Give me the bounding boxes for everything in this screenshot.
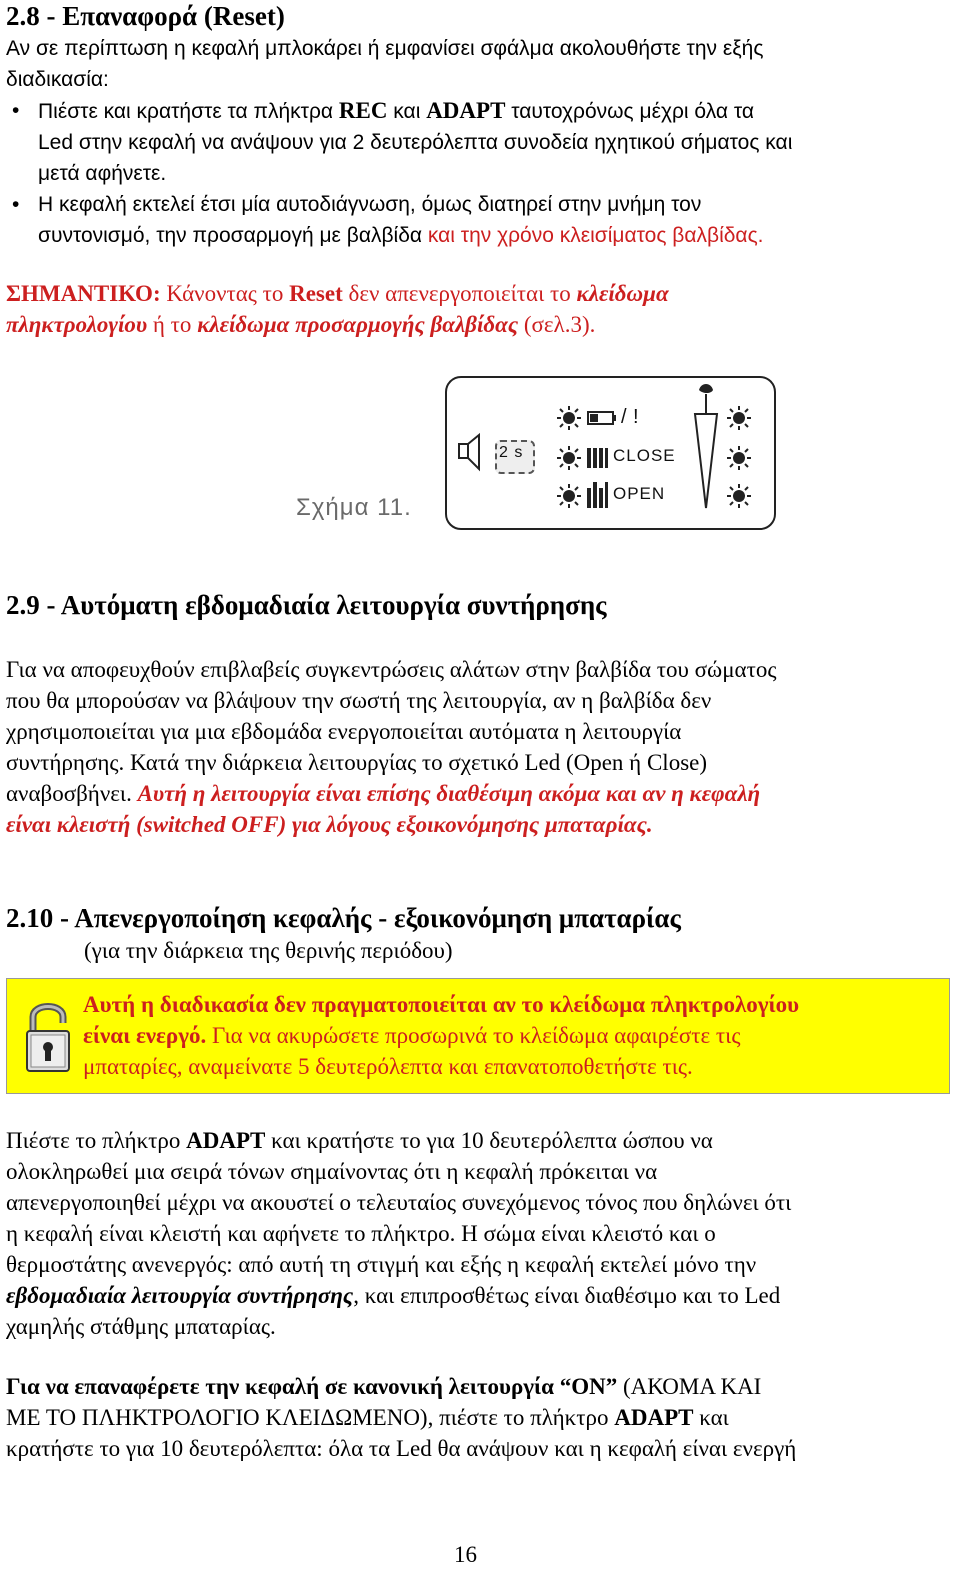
p1-line-6: εβδομαδιαία λειτουργία συντήρησης, και επιπροσθέτως είναι διαθέσιμο και το Led xyxy=(6,1283,781,1308)
lock-bar-glyph: ! xyxy=(633,406,640,428)
led-sun-right-1 xyxy=(727,406,751,435)
warning-line-3: μπαταρίες, αναμείνατε 5 δευτερόλεπτα και επανατοποθετήστε τις. xyxy=(83,1054,693,1079)
important-note xyxy=(6,278,946,340)
section-2-10-paragraph-1 xyxy=(6,1125,951,1342)
figure-caption: Σχήμα 11. xyxy=(296,494,412,521)
warning-line-2: είναι ενεργό. Για να ακυρώσετε προσωρινά το κλείδωμα αφαιρέστε τις xyxy=(83,1023,741,1048)
led-sun-left-3 xyxy=(557,484,581,513)
section-2-10-heading: 2.10 - Απενεργοποίηση κεφαλής - εξοικονόμηση μπαταρίας xyxy=(6,903,681,933)
lcd-display-figure xyxy=(445,376,776,530)
p1-line-4: η κεφαλή είναι κλειστή και αφήνετε το πλήκτρο. Η σώμα είναι κλειστό και ο xyxy=(6,1221,716,1246)
section-2-9-body xyxy=(6,654,951,840)
bullet-list xyxy=(6,95,946,251)
bullet-1-line-3: μετά αφήνετε. xyxy=(38,162,167,185)
intro-line-2: διαδικασία: xyxy=(6,68,109,91)
open-label: OPEN xyxy=(613,484,666,503)
valve-open-icon xyxy=(587,482,609,508)
warning-line-1: Αυτή η διαδικασία δεν πραγματοποιείται αν το κλείδωμα πληκτρολογίου xyxy=(83,992,800,1017)
lock-slash-glyph: / xyxy=(621,406,628,428)
section-2-9-heading: 2.9 - Αυτόματη εβδομαδιαία λειτουργία συντήρησης xyxy=(6,590,607,620)
bullet-1-line-1: Πιέστε και κρατήστε τα πλήκτρα REC και ADAPT ταυτοχρόνως μέχρι όλα τα xyxy=(38,98,754,123)
bullet-dot: • xyxy=(12,193,20,216)
led-sun-right-3 xyxy=(727,484,751,513)
s29-line-3: χρησιμοποιείται για μια εβδομάδα ενεργοποιείται αυτόματα η λειτουργία xyxy=(6,719,682,744)
s29-line-1: Για να αποφευχθούν επιβλαβείς συγκεντρώσεις αλάτων στην βαλβίδα του σώματος xyxy=(6,657,777,682)
p2-line-2: ΜΕ ΤΟ ΠΛΗΚΤΡΟΛΟΓΙΟ ΚΛΕΙΔΩΜΕΝΟ), πιέστε το πλήκτρο ADAPT και xyxy=(6,1405,729,1430)
page-number: 16 xyxy=(454,1542,477,1567)
intro-line-1: Αν σε περίπτωση η κεφαλή μπλοκάρει ή εμφανίσει σφάλμα ακολουθήστε την εξής xyxy=(6,37,764,60)
bullet-2-line-2: συντονισμό, την προσαρμογή με βαλβίδα και την χρόνο κλεισίματος βαλβίδας. xyxy=(38,224,764,247)
p1-line-7: χαμηλής στάθμης μπαταρίας. xyxy=(6,1314,276,1339)
s29-line-5: αναβοσβήνει. Αυτή η λειτουργία είναι επίσης διαθέσιμη ακόμα και αν η κεφαλή xyxy=(6,781,761,806)
close-label: CLOSE xyxy=(613,446,676,465)
bullet-2-line-1: Η κεφαλή εκτελεί έτσι μία αυτοδιάγνωση, όμως διατηρεί στην μνήμη τον xyxy=(38,193,702,216)
note-line-2: πληκτρολογίου ή το κλείδωμα προσαρμογής βαλβίδας (σελ.3). xyxy=(6,312,596,337)
speaker-icon xyxy=(455,430,497,474)
p1-line-3: απενεργοποιηθεί μέχρι να ακουστεί ο τελευταίος συνεχόμενος τόνος που δηλώνει ότι xyxy=(6,1190,792,1215)
section-2-8-heading: 2.8 - Επαναφορά (Reset) xyxy=(6,1,285,31)
keypad-lock-warning xyxy=(6,978,950,1094)
padlock-open-icon xyxy=(23,995,79,1075)
p2-line-1: Για να επαναφέρετε την κεφαλή σε κανονική λειτουργία “ON” (ΑΚΟΜΑ ΚΑΙ xyxy=(6,1374,762,1399)
led-sun-left-1 xyxy=(557,406,581,435)
p1-line-5: θερμοστάτης ανενεργός: από αυτή τη στιγμή και εξής η κεφαλή εκτελεί μόνο την xyxy=(6,1252,757,1277)
bullet-dot: • xyxy=(12,99,20,122)
led-sun-left-2 xyxy=(557,446,581,475)
section-2-8-intro xyxy=(6,33,946,95)
p2-line-3: κρατήστε το για 10 δευτερόλεπτα: όλα τα Led θα ανάψουν και η κεφαλή είναι ενεργή xyxy=(6,1436,797,1461)
s29-line-6: είναι κλειστή (switched OFF) για λόγους εξοικονόμησης μπαταρίας. xyxy=(6,812,653,837)
p1-line-2: ολοκληρωθεί μια σειρά τόνων σημαίνοντας ότι η κεφαλή πρόκειται να xyxy=(6,1159,658,1184)
p1-line-1: Πιέστε το πλήκτρο ADAPT και κρατήστε το για 10 δευτερόλεπτα ώσπου να xyxy=(6,1128,713,1153)
bullet-item-1 xyxy=(6,95,946,189)
section-2-10-subheading: (για την διάρκεια της θερινής περιόδου) xyxy=(84,938,453,963)
s29-line-4: συντήρησης. Κατά την διάρκεια λειτουργίας το σχετικό Led (Open ή Close) xyxy=(6,750,708,775)
battery-icon xyxy=(587,410,617,426)
timer-label: 2 s xyxy=(499,444,524,461)
s29-line-2: που θα μπορούσαν να βλάψουν την σωστή της λειτουργία, αν η βαλβίδα δεν xyxy=(6,688,712,713)
note-line-1: ΣΗΜΑΝΤΙΚΟ: Κάνοντας το Reset δεν απενεργοποιείται το κλείδωμα xyxy=(6,281,669,306)
bullet-item-2 xyxy=(6,189,946,251)
bullet-1-line-2: Led στην κεφαλή να ανάψουν για 2 δευτερόλεπτα συνοδεία ηχητικού σήματος και xyxy=(38,131,793,154)
valve-closed-icon xyxy=(587,446,609,470)
led-sun-right-2 xyxy=(727,446,751,475)
section-2-10-paragraph-2 xyxy=(6,1371,951,1464)
warning-text xyxy=(83,989,943,1082)
temperature-wedge-icon xyxy=(691,380,721,512)
